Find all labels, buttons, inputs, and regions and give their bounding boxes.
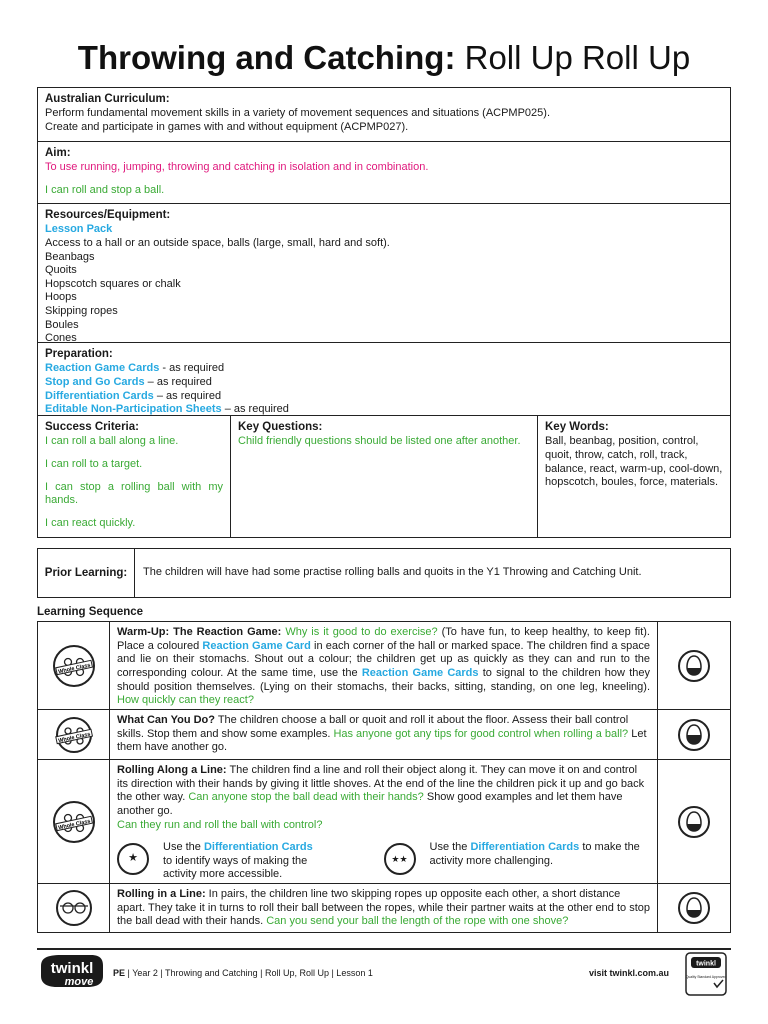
success-item: I can roll a ball along a line.: [45, 435, 179, 448]
resource-item: Access to a hall or an outside space, balls (large, small, hard and soft).: [45, 236, 390, 249]
rolling-line-title: Rolling Along a Line:: [117, 764, 227, 776]
warmup-body: to signal to the children how they should position themselves. (Lying on their stomachs, their backs, sitting, standing, on one leg, kneeling).: [117, 666, 650, 693]
assessment-icon: [658, 884, 730, 932]
footer-divider: [37, 948, 731, 950]
sequence-row-rolling-in: [38, 884, 730, 932]
assessment-icon: [658, 622, 730, 709]
preparation-note: - as required: [159, 362, 225, 375]
footer-subject: PE: [113, 968, 126, 979]
curriculum-line: Perform fundamental movement skills in a variety of movement sequences and situations (ACPMP025).: [45, 107, 551, 120]
what-can-question: Has anyone got any tips for good control when rolling a ball?: [333, 727, 629, 740]
stop-go-cards-link[interactable]: Stop and Go Cards: [45, 375, 145, 388]
key-questions-heading: Key Questions:: [238, 421, 323, 433]
rolling-line-question: Can they run and roll the ball with control?: [117, 818, 323, 831]
resources-section: [38, 204, 730, 343]
reaction-cards-link[interactable]: Reaction Game Cards: [361, 666, 479, 679]
lesson-pack-link[interactable]: Lesson Pack: [45, 223, 113, 236]
preparation-item: [45, 390, 723, 404]
whole-class-icon: [38, 710, 110, 759]
differentiation-cards-link[interactable]: Differentiation Cards: [470, 841, 580, 854]
diff-text: Use the: [163, 841, 204, 854]
warmup-question: Why is it good to do exercise?: [285, 626, 438, 638]
quality-badge: [681, 952, 731, 996]
differentiation-cards-link[interactable]: Differentiation Cards: [203, 841, 313, 854]
rolling-in-title: Rolling in a Line:: [117, 888, 206, 900]
resource-item: Quoits: [45, 264, 77, 277]
differentiation-harder-text: [430, 841, 650, 868]
preparation-item: [45, 376, 723, 390]
curriculum-section: [38, 88, 730, 142]
whole-class-label: Whole Class: [57, 662, 91, 675]
key-words-text: Ball, beanbag, position, control, quoit, throw, catch, roll, track, balance, react, warm-up, cool-down, hopscotch, boules, force, materials.: [545, 435, 723, 489]
resource-item: Cones: [45, 332, 77, 345]
differentiation-harder: [384, 841, 651, 882]
warmup-question: How quickly can they react?: [117, 694, 254, 707]
prior-text: The children will have had some practise rolling balls and quoits in the Y1 Throwing and Catching Unit.: [143, 566, 642, 579]
aim-heading: Aim:: [45, 147, 71, 159]
preparation-note: – as required: [144, 375, 212, 388]
what-can-body: Let them have another go.: [117, 727, 647, 754]
curriculum-line: Create and participate in games with and without equipment (ACPMP027).: [45, 120, 409, 133]
rolling-in-question: Can you send your ball the length of the rope with one shove?: [266, 915, 569, 928]
curriculum-heading: Australian Curriculum:: [45, 93, 170, 105]
what-can-title: What Can You Do?: [117, 714, 215, 726]
differentiation-easier-text: [163, 841, 313, 882]
sequence-row-what-can-you-do: [38, 710, 730, 760]
differentiation-easier: [117, 841, 384, 882]
whole-class-icon: [38, 622, 110, 709]
rolling-line-question: Can anyone stop the ball dead with their hands?: [188, 791, 424, 804]
resource-item: Skipping ropes: [45, 305, 118, 317]
diff-text: to identify ways of making the activity more accessible.: [163, 854, 308, 881]
resources-heading: Resources/Equipment:: [45, 209, 171, 221]
preparation-heading: Preparation:: [45, 348, 113, 360]
success-heading: Success Criteria:: [45, 421, 139, 433]
lesson-info-box: [37, 87, 731, 538]
double-star-icon: ★★: [384, 843, 416, 875]
title-light: Roll Up Roll Up: [464, 39, 691, 76]
whole-class-icon: [38, 760, 110, 883]
key-words-heading: Key Words:: [545, 421, 609, 433]
what-can-body: The children choose a ball or quoit and roll it about the floor. Assess their ball control skills. Stop them and show some examples.: [117, 714, 629, 740]
prior-label: Prior Learning:: [38, 549, 135, 597]
title-bold: Throwing and Catching:: [77, 39, 456, 76]
visit-link[interactable]: visit twinkl.com.au: [588, 968, 669, 979]
diff-text: to make the activity more challenging.: [429, 841, 640, 867]
success-item: I can stop a rolling ball with my hands.: [45, 480, 223, 507]
what-can-you-do-text: [110, 710, 658, 759]
resource-item: Hoops: [45, 291, 77, 304]
reaction-card-link[interactable]: Reaction Game Card: [202, 639, 311, 652]
assessment-icon: [658, 710, 730, 759]
footer-details: | Year 2 | Throwing and Catching | Roll Up, Roll Up | Lesson 1: [125, 968, 373, 979]
twinkl-move-logo: [37, 952, 107, 996]
warmup-body: (To have fun, to keep healthy, to keep fit). Place a coloured: [117, 626, 650, 652]
resource-item: Hopscotch squares or chalk: [45, 277, 181, 290]
key-questions-text: Child friendly questions should be listed one after another.: [238, 435, 521, 448]
resource-item: Boules: [45, 318, 79, 331]
differentiation-row: [117, 841, 650, 882]
preparation-item: [45, 362, 723, 376]
footer-text: [113, 968, 373, 979]
key-questions: [231, 416, 538, 537]
logo-top-text: twinkl: [50, 960, 94, 977]
badge-bottom-text: Quality Standard Approved: [685, 975, 727, 979]
warmup-text: [110, 622, 658, 709]
preparation-note: – as required: [221, 403, 289, 416]
preparation-item: [45, 403, 723, 417]
star-icon: ★: [117, 843, 149, 875]
learning-sequence-table: [37, 621, 731, 933]
sequence-row-rolling-line: [38, 760, 730, 884]
preparation-section: [38, 343, 730, 416]
footer: [37, 952, 731, 996]
logo-bottom-text: move: [64, 976, 94, 988]
key-words: [538, 416, 730, 537]
resource-item: Beanbags: [45, 250, 95, 263]
prior-learning: [37, 548, 731, 598]
whole-class-label: Whole Class: [57, 731, 91, 744]
success-criteria: [38, 416, 231, 537]
criteria-row: [38, 416, 730, 537]
badge-top-text: twinkl: [696, 960, 716, 968]
warmup-body: in each corner of the hall or marked space. The children find a space and lie on their stomachs. Shout out a colour; the children get up as quickly as they can and run to the corresponding colour. At the same time, use the: [117, 639, 650, 679]
whole-class-label: Whole Class: [57, 818, 91, 831]
rolling-in-text: [110, 884, 658, 932]
aim-section: [38, 142, 730, 204]
sequence-row-warmup: [38, 622, 730, 710]
assessment-icon: [658, 760, 730, 883]
success-item: I can react quickly.: [45, 516, 136, 529]
reaction-cards-link[interactable]: Reaction Game Cards: [45, 362, 160, 375]
differentiation-cards-link[interactable]: Differentiation Cards: [45, 389, 154, 402]
rolling-in-body: In pairs, the children line two skipping ropes up opposite each other, a short distance apart. They take it in turns to roll their ball between the ropes, while their partner waits at the other end to stop the ball dead with their hands.: [117, 888, 650, 928]
page-title: [0, 38, 768, 78]
non-participation-sheets-link[interactable]: Editable Non-Participation Sheets: [45, 403, 222, 416]
success-item: I can roll to a target.: [45, 457, 143, 470]
rolling-line-body: The children find a line and roll their object along it. They can move it on and control its direction with their hands by giving it little shoves. At the end of the line the children pick it up and go back the other way.: [117, 764, 645, 804]
rolling-line-text: [110, 760, 658, 883]
aim-ican: I can roll and stop a ball.: [45, 183, 165, 196]
aim-text: To use running, jumping, throwing and catching in isolation and in combination.: [45, 161, 429, 174]
diff-text: Use the: [429, 841, 471, 854]
pairs-icon: [38, 884, 110, 932]
warmup-title: Warm-Up: The Reaction Game:: [117, 626, 282, 638]
learning-sequence-heading: Learning Sequence: [37, 606, 144, 618]
preparation-note: – as required: [153, 389, 222, 402]
rolling-line-body: Show good examples and let them have another go.: [117, 791, 623, 817]
